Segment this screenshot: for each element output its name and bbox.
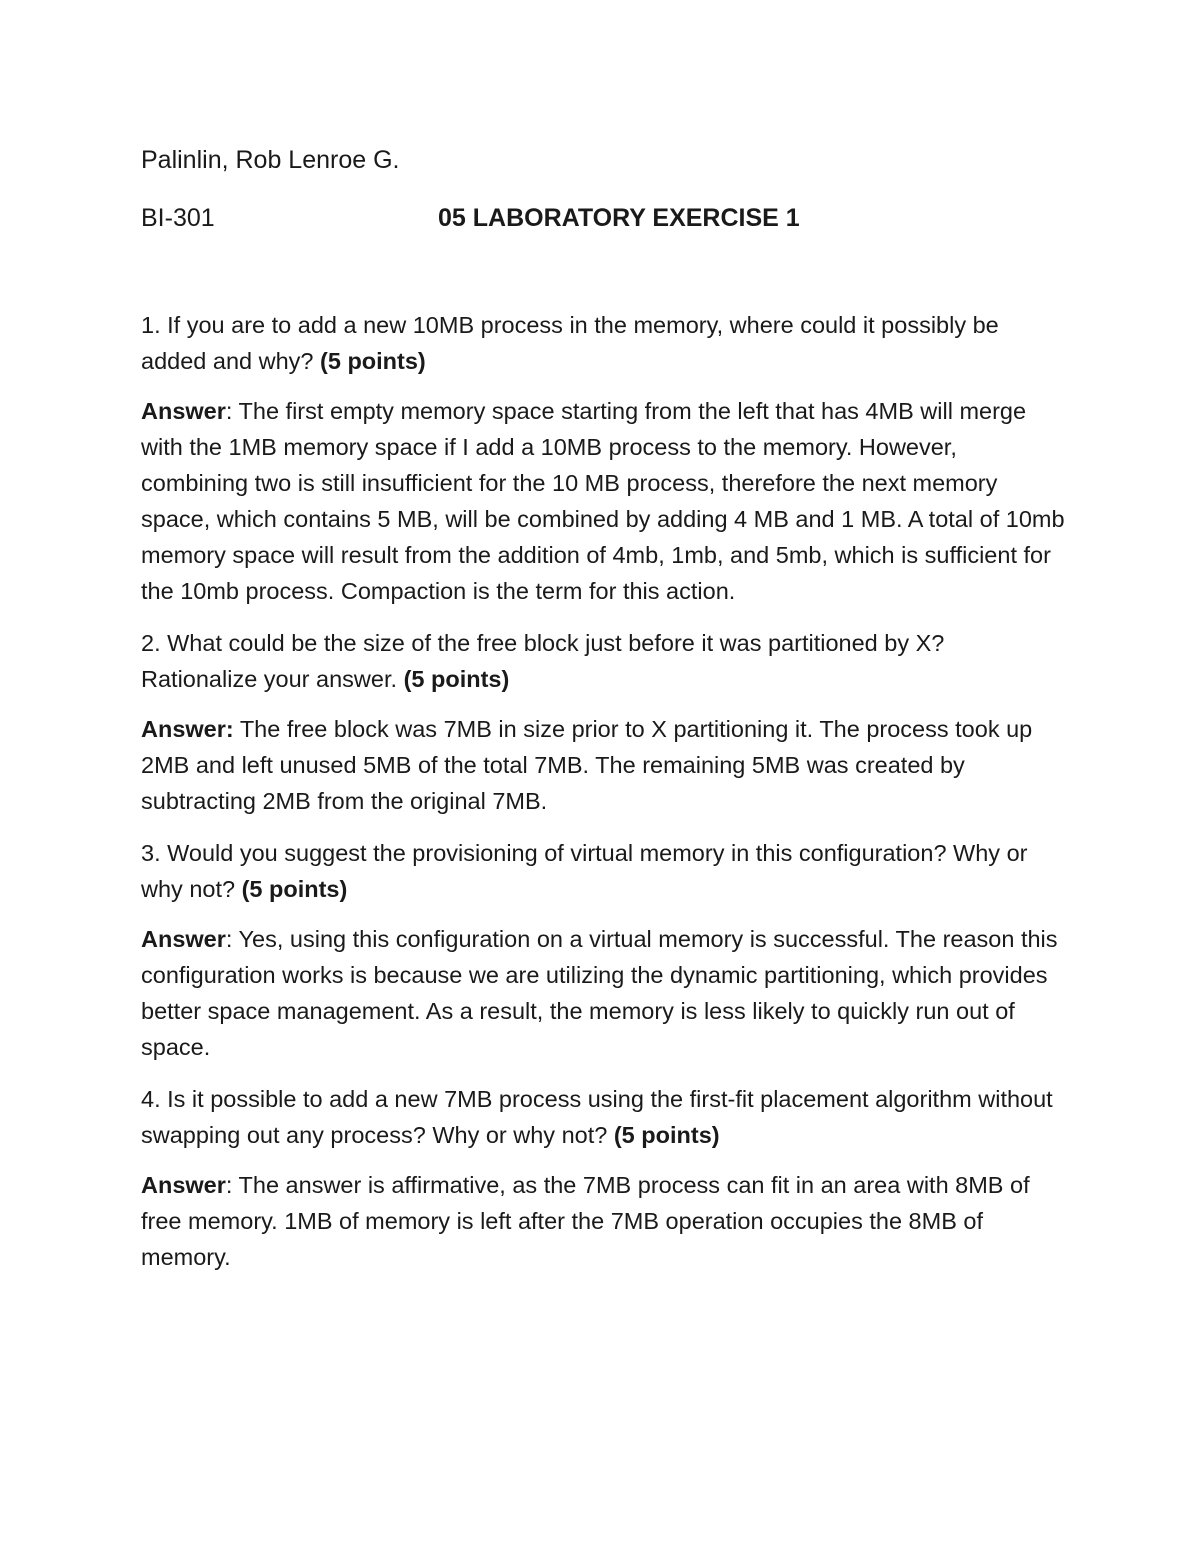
answer-body: The answer is affirmative, as the 7MB process can fit in an area with 8MB of free memory. 1MB of memory is left after the 7MB operation occupies the 8MB of memory. — [141, 1172, 1030, 1270]
answer-label: Answer — [141, 926, 226, 952]
question-text — [141, 625, 1066, 697]
answer-body: The first empty memory space starting from the left that has 4MB will merge with the 1MB memory space if I add a 10MB process to the memory. However, combining two is still insufficient for the 10 MB process, therefore the next memory space, which contains 5 MB, will be combined by adding 4 MB and 1 MB. A total of 10mb memory space will result from the addition of 4mb, 1mb, and 5mb, which is sufficient for the 10mb process. Compaction is the term for this action. — [141, 398, 1065, 604]
question-text — [141, 835, 1066, 907]
question-body: 4. Is it possible to add a new 7MB process using the first-fit placement algorithm without swapping out any process? Why or why not? — [141, 1086, 1053, 1148]
answer-label: Answer — [141, 1172, 226, 1198]
answer-body: Yes, using this configuration on a virtual memory is successful. The reason this configuration works is because we are utilizing the dynamic partitioning, which provides better space management. As a result, the memory is less likely to quickly run out of space. — [141, 926, 1058, 1060]
question-body: 2. What could be the size of the free block just before it was partitioned by X? Rationalize your answer. — [141, 630, 945, 692]
question-block-4 — [141, 1081, 1066, 1275]
points-label: (5 points) — [613, 1122, 720, 1148]
question-body: 3. Would you suggest the provisioning of virtual memory in this configuration? Why or why not? — [141, 840, 1028, 902]
answer-text: Answer: The first empty memory space starting from the left that has 4MB will merge with the 1MB memory space if I add a 10MB process to the memory. However, combining two is still insufficient for the 10 MB process, therefore the next memory space, which contains 5 MB, will be combined by adding 4 MB and 1 MB. A total of 10mb memory space will result from the addition of 4mb, 1mb, and 5mb, which is sufficient for the 10mb process. Compaction is the term for this action. — [141, 398, 1065, 604]
course-row — [141, 198, 1066, 238]
question-text — [141, 307, 1066, 379]
points-label: (5 points) — [403, 666, 510, 692]
answer-text: Answer: Yes, using this configuration on a virtual memory is successful. The reason this configuration works is because we are utilizing the dynamic partitioning, which provides better space management. As a result, the memory is less likely to quickly run out of space. — [141, 926, 1058, 1060]
answer-text: Answer: The free block was 7MB in size prior to X partitioning it. The process took up 2MB and left unused 5MB of the total 7MB. The remaining 5MB was created by subtracting 2MB from the original 7MB. — [141, 716, 1033, 814]
exercise-title: 05 LABORATORY EXERCISE 1 — [438, 204, 800, 232]
question-block-2 — [141, 625, 1066, 819]
student-name: Palinlin, Rob Lenroe G. — [141, 146, 400, 174]
question-block-3 — [141, 835, 1066, 1065]
question-body: 1. If you are to add a new 10MB process in the memory, where could it possibly be added and why? — [141, 312, 999, 374]
document-content — [141, 142, 1066, 1291]
answer-label: Answer — [141, 716, 226, 742]
points-label: (5 points) — [241, 876, 348, 902]
question-block-1 — [141, 307, 1066, 609]
course-code: BI-301 — [141, 204, 215, 232]
points-label: (5 points) — [320, 348, 426, 374]
answer-body: The free block was 7MB in size prior to X partitioning it. The process took up 2MB and left unused 5MB of the total 7MB. The remaining 5MB was created by subtracting 2MB from the original 7MB. — [141, 716, 1033, 814]
question-text — [141, 1081, 1066, 1153]
answer-text: Answer: The answer is affirmative, as the 7MB process can fit in an area with 8MB of free memory. 1MB of memory is left after the 7MB operation occupies the 8MB of memory. — [141, 1172, 1030, 1270]
question-list — [141, 307, 1066, 1275]
answer-label: Answer — [141, 398, 226, 424]
